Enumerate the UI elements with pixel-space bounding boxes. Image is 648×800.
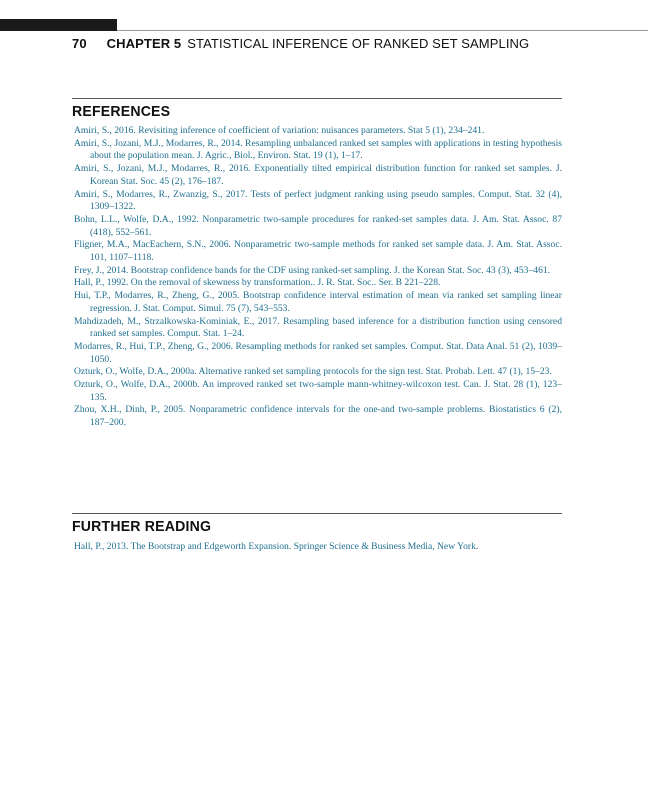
references-heading: REFERENCES [72,103,171,120]
header-black-bar [0,19,117,31]
further-reading-heading: FURTHER READING [72,518,212,535]
references-rule [72,98,562,99]
reference-item: Mahdizadeh, M., Strzalkowska-Kominiak, E., 2017. Resampling based inference for a distribution function using censored ranked set samples. Comput. Stat. 1–24. [74,315,562,340]
reference-item: Amiri, S., Jozani, M.J., Modarres, R., 2016. Exponentially tilted empirical distribution function for ranked set samples. J. Korean Stat. Soc. 45 (2), 176–187. [74,163,562,187]
reference-item: Zhou, X.H., Dinh, P., 2005. Nonparametric confidence intervals for the one-and two-sample problems. Biostatistics 6 (2), 187–200. [74,404,562,429]
reference-item: Frey, J., 2014. Bootstrap confidence bands for the CDF using ranked-set sampling. J. the Korean Stat. Soc. 43 (3), 453–461. [74,264,551,276]
chapter-title: STATISTICAL INFERENCE OF RANKED SET SAMPLING [187,36,530,51]
further-reading-rule [72,513,562,514]
chapter-label: CHAPTER 5 [106,36,182,51]
reference-item: Hall, P., 1992. On the removal of skewness by transformation.. J. R. Stat. Soc.. Ser. B 221–228. [74,277,441,289]
reference-item: Ozturk, O., Wolfe, D.A., 2000b. An improved ranked set two-sample mann-whitney-wilcoxon test. Can. J. Stat. 28 (1), 123–135. [74,379,562,403]
reference-item: Modarres, R., Hui, T.P., Zheng, G., 2006. Resampling methods for ranked set samples. Comput. Stat. Data Anal. 51 (2), 1039–1050. [74,340,562,365]
references-list [74,125,562,430]
further-reading-item: Hall, P., 2013. The Bootstrap and Edgeworth Expansion. Springer Science & Business Media, New York. [74,541,479,552]
reference-item: Amiri, S., Modarres, R., Zwanzig, S., 2017. Tests of perfect judgment ranking using pseudo samples. Comput. Stat. 32 (4), 1309–1322. [74,188,562,213]
reference-item: Hui, T.P., Modarres, R., Zheng, G., 2005. Bootstrap confidence interval estimation of mean via ranked set sampling linear regression. J. Stat. Comput. Simul. 75 (7), 543–553. [74,290,562,314]
reference-item: Fligner, M.A., MacEachern, S.N., 2006. Nonparametric two-sample methods for ranked set sample data. J. Am. Stat. Assoc. 101, 1107–1118. [74,239,562,264]
further-reading-list [74,541,562,554]
header-rule [117,30,648,31]
page-number: 70 [72,36,87,51]
running-header [72,36,529,51]
reference-item: Amiri, S., 2016. Revisiting inference of coefficient of variation: nuisances parameters. Stat 5 (1), 234–241. [74,125,485,136]
reference-item: Bohn, L.L., Wolfe, D.A., 1992. Nonparametric two-sample procedures for ranked-set samples data. J. Am. Stat. Assoc. 87 (418), 552–561. [74,213,562,238]
reference-item: Amiri, S., Jozani, M.J., Modarres, R., 2014. Resampling unbalanced ranked set samples with applications in testing hypothesis about the population mean. J. Agric., Biol., Environ. Stat. 19 (1), 1–17. [74,137,562,162]
reference-item: Ozturk, O., Wolfe, D.A., 2000a. Alternative ranked set sampling protocols for the sign test. Stat. Probab. Lett. 47 (1), 15–23. [74,366,552,378]
